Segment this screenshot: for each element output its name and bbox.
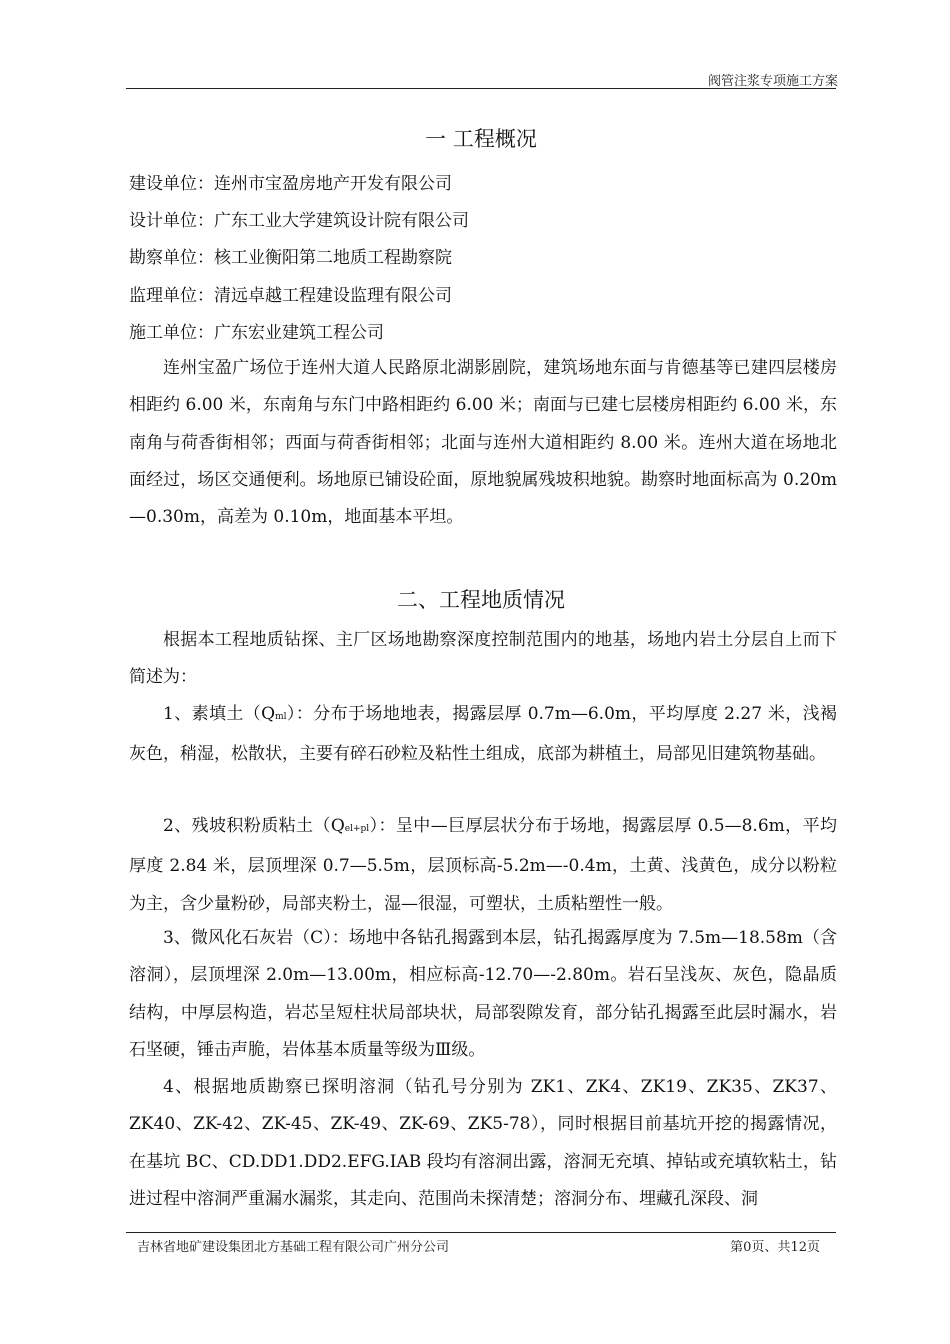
section-2-title: 二、工程地质情况 (397, 588, 565, 612)
layer-2-lead: 2、残坡积粉质粘土（Q (163, 816, 345, 836)
design-unit: 设计单位：广东工业大学建筑设计院有限公司 (129, 211, 469, 231)
construction-unit: 建设单位：连州市宝盈房地产开发有限公司 (129, 174, 452, 194)
layer-1-subscript: ml (275, 712, 287, 722)
layer-2-subscript: el+pl (344, 824, 370, 834)
footer-page-number: 第0页、共12页 (730, 1240, 820, 1255)
footer-company: 吉林省地矿建设集团北方基础工程有限公司广州分公司 (137, 1240, 450, 1255)
geology-intro-paragraph: 根据本工程地质钻探、主厂区场地勘察深度控制范围内的地基，场地内岩土分层自上而下简述为： (129, 630, 837, 688)
layer-2-paragraph (129, 808, 837, 923)
layer-1-text: ）：分布于场地地表，揭露层厚 0.7m—6.0m，平均厚度 2.27 米，浅褐灰色，稍湿，松散状，主要有碎石砂粒及粘性土组成，底部为耕植土，局部见旧建筑物基础。 (129, 704, 837, 765)
contractor-unit: 施工单位：广东宏业建筑工程公司 (129, 323, 384, 343)
section-1-title: 一 工程概况 (425, 127, 537, 151)
layer-3-paragraph: 3、微风化石灰岩（C）：场地中各钻孔揭露到本层，钻孔揭露厚度为 7.5m—18.58m（含溶洞），层顶埋深 2.0m—13.00m，相应标高-12.70—-2.80m。岩石呈浅灰、灰色，隐晶质结构，中厚层构造，岩芯呈短柱状局部块状，局部裂隙发育，部分钻孔揭露至此层时漏水，岩石坚硬，锤击声脆，岩体基本质量等级为Ⅲ级。 (129, 928, 837, 1060)
layer-1-paragraph (129, 696, 837, 774)
layer-2-text: ）：呈中—巨厚层状分布于场地，揭露层厚 0.5—8.6m，平均厚度 2.84 米，层顶埋深 0.7—5.5m，层顶标高-5.2m—-0.4m，土黄、浅黄色，成分以粉粒为主，含少量粉砂，局部夹粉土，湿—很湿，可塑状，土质粘塑性一般。 (129, 816, 837, 914)
karst-cave-paragraph: 4、根据地质勘察已探明溶洞（钻孔号分别为 ZK1、ZK4、ZK19、ZK35、ZK37、ZK40、ZK-42、ZK-45、ZK-49、ZK-69、ZK5-78），同时根据目前基坑开挖的揭露情况，在基坑 BC、CD.DD1.DD2.EFG.IAB 段均有溶洞出露，溶洞无充填、掉钻或充填软粘土，钻进过程中溶洞严重漏水漏浆，其走向、范围尚未探清楚；溶洞分布、埋藏孔深段、洞 (129, 1077, 837, 1209)
supervision-unit: 监理单位：清远卓越工程建设监理有限公司 (129, 286, 452, 306)
site-description-paragraph: 连州宝盈广场位于连州大道人民路原北湖影剧院，建筑场地东面与肯德基等已建四层楼房相距约 6.00 米，东南角与东门中路相距约 6.00 米；南面与已建七层楼房相距约 6.00 米，东南角与荷香街相邻；西面与荷香街相邻；北面与连州大道相距约 8.00 米。连州大道在场地北面经过，场区交通便利。场地原已铺设砼面，原地貌属残坡积地貌。勘察时地面标高为 0.20m—0.30m，高差为 0.10m，地面基本平坦。 (129, 358, 837, 528)
layer-1-lead: 1、素填土（Q (163, 704, 276, 724)
footer-divider (126, 1232, 836, 1233)
survey-unit: 勘察单位：核工业衡阳第二地质工程勘察院 (129, 248, 452, 268)
document-header-title: 阀管注浆专项施工方案 (707, 74, 838, 89)
header-divider (126, 88, 836, 89)
